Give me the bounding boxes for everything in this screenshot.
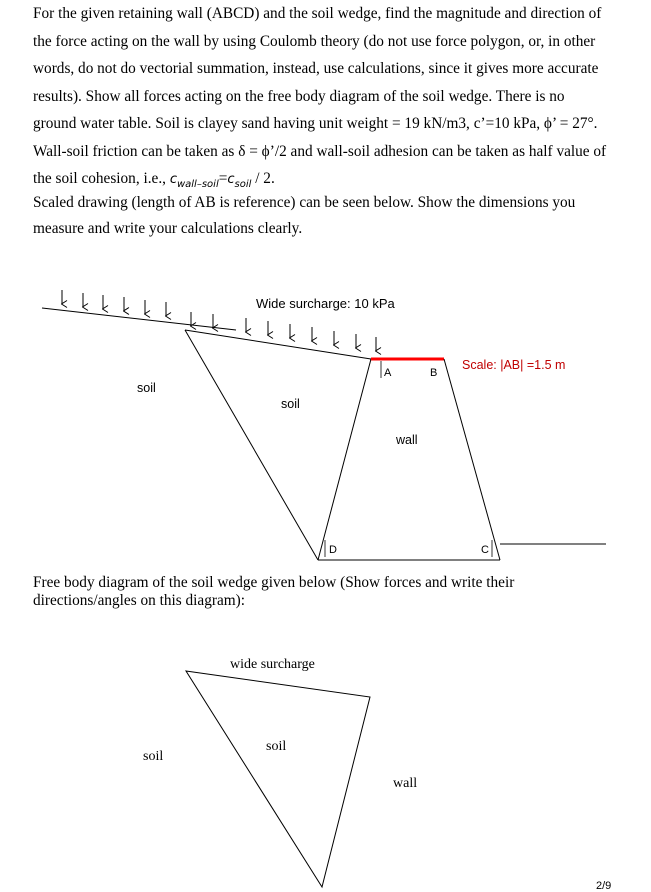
surcharge-label: Wide surcharge: 10 kPa xyxy=(256,296,395,311)
problem-line-8: Scaled drawing (length of AB is reference) can be seen below. Show the dimensions you xyxy=(33,193,576,211)
line7-suffix: / 2. xyxy=(251,170,275,187)
c-wall-subscript: wall–soil xyxy=(176,179,219,191)
point-c-label: C xyxy=(481,544,489,556)
fbd-instructions xyxy=(33,574,593,610)
c-soil-symbol: c xyxy=(227,172,235,187)
fbd-wall-label: wall xyxy=(393,776,418,791)
point-b-label: B xyxy=(430,367,438,379)
line7-prefix: the soil cohesion, i.e., xyxy=(33,170,170,187)
problem-line-4: results). Show all forces acting on the free body diagram of the soil wedge. There is no xyxy=(33,87,565,105)
wedge-top-line xyxy=(185,330,371,359)
equals-sign: = xyxy=(218,170,228,187)
soil-left-label: soil xyxy=(137,381,156,395)
wall-front-face xyxy=(444,359,500,560)
fbd-wedge-triangle xyxy=(186,671,370,887)
point-a-label: A xyxy=(384,367,392,379)
fbd-surcharge-label: wide surcharge xyxy=(230,657,315,672)
problem-line-5: ground water table. Soil is clayey sand having unit weight = 19 kN/m3, c’=10 kPa, ϕ’ = 27°. xyxy=(33,115,598,132)
problem-line-2: the force acting on the wall by using Coulomb theory (do not use force polygon, or, in other xyxy=(33,32,596,50)
ground-surface-slope xyxy=(42,308,236,330)
c-soil-subscript: soil xyxy=(234,179,252,191)
problem-line-9: measure and write your calculations clearly. xyxy=(33,219,303,237)
wall-label: wall xyxy=(396,433,418,447)
problem-line-1: For the given retaining wall (ABCD) and the soil wedge, find the magnitude and direction of xyxy=(33,5,602,22)
fbd-soil-wedge-label: soil xyxy=(266,739,287,754)
fbd-title-line-1: Free body diagram of the soil wedge given below (Show forces and write their xyxy=(33,574,515,591)
fbd-soil-left-label: soil xyxy=(143,749,164,764)
wall-back-face xyxy=(318,359,371,560)
page-number: 2/9 xyxy=(596,880,612,892)
failure-plane-line xyxy=(185,330,318,560)
problem-line-6: Wall-soil friction can be taken as δ = ϕ’/2 and wall-soil adhesion can be taken as half value of xyxy=(33,142,607,160)
c-wall-symbol: c xyxy=(169,172,177,187)
scale-label: Scale: |AB| =1.5 m xyxy=(462,358,566,372)
problem-line-3: words, do not do vectorial summation, instead, use calculations, since it gives more accurate xyxy=(33,60,599,77)
soil-wedge-label: soil xyxy=(281,397,300,411)
fbd-title-line-2: directions/angles on this diagram): xyxy=(33,592,245,609)
point-d-label: D xyxy=(329,544,337,556)
